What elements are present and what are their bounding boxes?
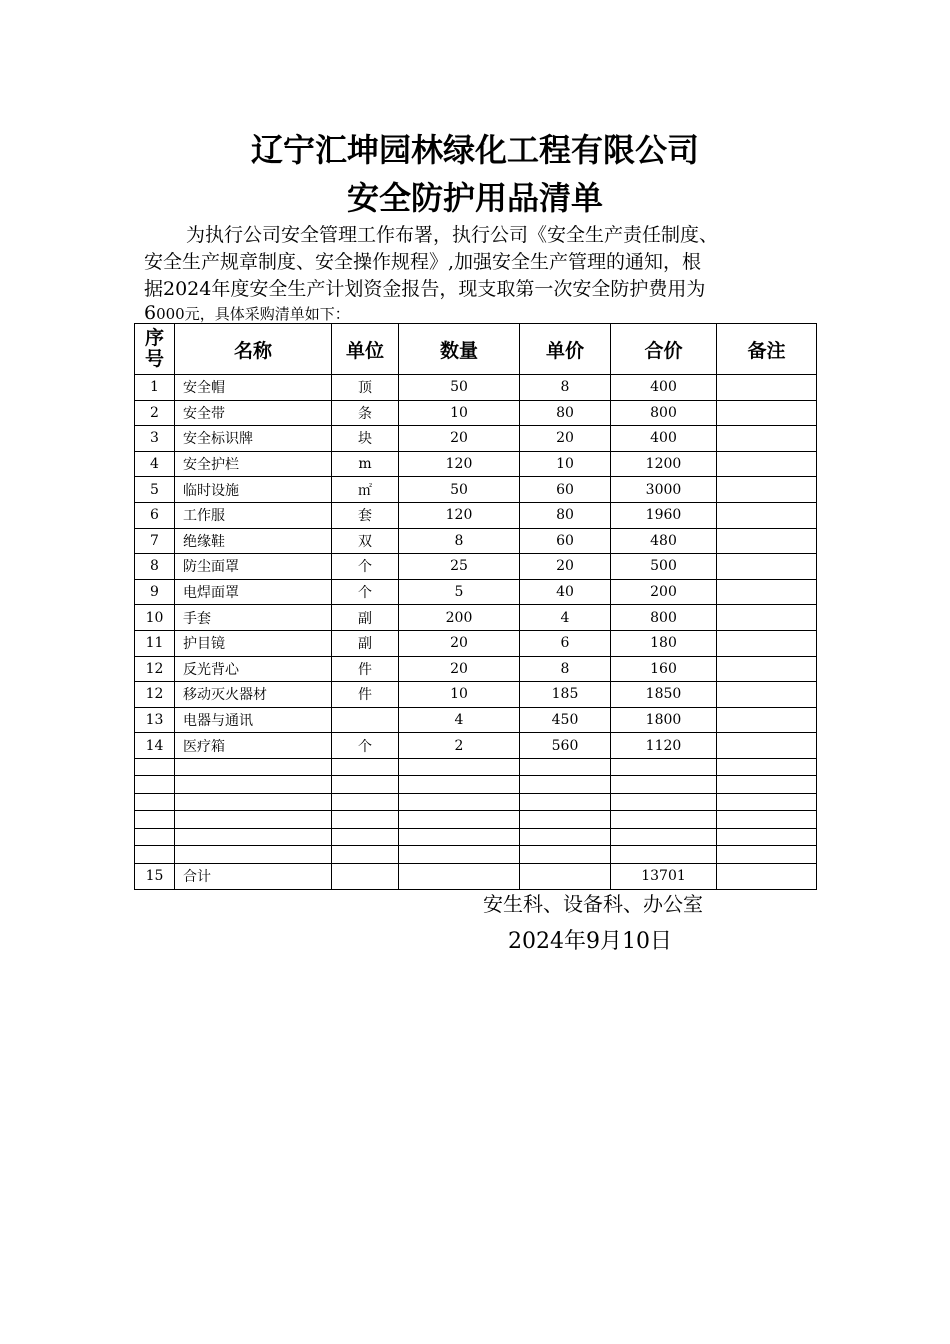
- cell-name: 工作服: [175, 502, 332, 528]
- cell-qty: 120: [399, 451, 520, 477]
- cell-unit: [332, 707, 399, 733]
- cell-seq: 10: [135, 605, 175, 631]
- cell-total: 1960: [611, 502, 717, 528]
- cell-note: [717, 375, 817, 401]
- header-seq-top: 序: [144, 327, 164, 349]
- blank-row: [135, 828, 817, 846]
- cell-total: 13701: [611, 863, 717, 889]
- header-seq: [135, 324, 175, 375]
- blank-cell: [717, 828, 817, 846]
- cell-name: 安全护栏: [175, 451, 332, 477]
- cell-seq: 3: [135, 426, 175, 452]
- cell-name: 反光背心: [175, 656, 332, 682]
- cell-qty: 50: [399, 477, 520, 503]
- blank-cell: [175, 793, 332, 811]
- blank-cell: [611, 828, 717, 846]
- cell-unit: m: [332, 451, 399, 477]
- blank-cell: [520, 828, 611, 846]
- cell-note: [717, 554, 817, 580]
- cell-seq: 6: [135, 502, 175, 528]
- blank-cell: [399, 793, 520, 811]
- blank-cell: [611, 793, 717, 811]
- header-note: 备注: [717, 324, 817, 375]
- blank-cell: [520, 776, 611, 794]
- cell-qty: 120: [399, 502, 520, 528]
- intro-line-4: [144, 303, 824, 324]
- cell-price: 20: [520, 554, 611, 580]
- blank-cell: [332, 846, 399, 864]
- cell-qty: 20: [399, 630, 520, 656]
- blank-cell: [717, 776, 817, 794]
- cell-seq: 15: [135, 863, 175, 889]
- cell-name: 合计: [175, 863, 332, 889]
- intro-line-1: 为执行公司安全管理工作布署，执行公司《安全生产责任制度、: [186, 224, 719, 246]
- table-row: [135, 682, 817, 708]
- cell-price: 10: [520, 451, 611, 477]
- cell-unit: 个: [332, 733, 399, 759]
- blank-cell: [332, 793, 399, 811]
- cell-name: 电器与通讯: [175, 707, 332, 733]
- blank-cell: [399, 828, 520, 846]
- cell-unit: 块: [332, 426, 399, 452]
- blank-cell: [135, 776, 175, 794]
- cell-total: 1200: [611, 451, 717, 477]
- cell-qty: 8: [399, 528, 520, 554]
- cell-name: 移动灭火器材: [175, 682, 332, 708]
- cell-note: [717, 630, 817, 656]
- cell-unit: ㎡: [332, 477, 399, 503]
- cell-total: 800: [611, 605, 717, 631]
- cell-note: [717, 863, 817, 889]
- cell-note: [717, 656, 817, 682]
- cell-qty: 10: [399, 682, 520, 708]
- cell-unit: 副: [332, 605, 399, 631]
- table-row: [135, 554, 817, 580]
- cell-total: 200: [611, 579, 717, 605]
- cell-total: 3000: [611, 477, 717, 503]
- cell-unit: 双: [332, 528, 399, 554]
- cell-qty: 4: [399, 707, 520, 733]
- cell-name: 防尘面罩: [175, 554, 332, 580]
- intro-line-4-rest: 000元，具体采购清单如下：: [156, 305, 350, 323]
- table-row: [135, 707, 817, 733]
- blank-row: [135, 758, 817, 776]
- cell-unit: 顶: [332, 375, 399, 401]
- cell-name: 医疗箱: [175, 733, 332, 759]
- cell-note: [717, 426, 817, 452]
- blank-cell: [175, 846, 332, 864]
- table-row: [135, 502, 817, 528]
- table-body: [135, 375, 817, 890]
- cell-name: 绝缘鞋: [175, 528, 332, 554]
- intro-line-3: 据2024年度安全生产计划资金报告，现支取第一次安全防护费用为: [144, 278, 706, 300]
- header-name: 名称: [175, 324, 332, 375]
- cell-total: 1800: [611, 707, 717, 733]
- cell-note: [717, 733, 817, 759]
- cell-note: [717, 579, 817, 605]
- header-price: 单价: [520, 324, 611, 375]
- blank-cell: [175, 776, 332, 794]
- blank-row: [135, 776, 817, 794]
- header-total: 合价: [611, 324, 717, 375]
- cell-price: 6: [520, 630, 611, 656]
- intro-line-4-lead: 6: [144, 302, 157, 324]
- cell-total: 1120: [611, 733, 717, 759]
- cell-price: 450: [520, 707, 611, 733]
- cell-qty: 200: [399, 605, 520, 631]
- cell-total: 400: [611, 375, 717, 401]
- blank-cell: [611, 846, 717, 864]
- cell-note: [717, 451, 817, 477]
- cell-name: 护目镜: [175, 630, 332, 656]
- cell-seq: 1: [135, 375, 175, 401]
- blank-cell: [175, 758, 332, 776]
- cell-qty: 20: [399, 656, 520, 682]
- cell-qty: 20: [399, 426, 520, 452]
- cell-name: 安全标识牌: [175, 426, 332, 452]
- cell-total: 800: [611, 400, 717, 426]
- cell-seq: 14: [135, 733, 175, 759]
- cell-seq: 11: [135, 630, 175, 656]
- cell-name: 安全带: [175, 400, 332, 426]
- cell-seq: 12: [135, 682, 175, 708]
- cell-seq: 9: [135, 579, 175, 605]
- cell-price: 60: [520, 528, 611, 554]
- table-row: [135, 579, 817, 605]
- cell-seq: 2: [135, 400, 175, 426]
- blank-cell: [332, 776, 399, 794]
- blank-cell: [520, 846, 611, 864]
- blank-cell: [399, 846, 520, 864]
- blank-cell: [135, 758, 175, 776]
- departments-signature: 安生科、设备科、办公室: [483, 892, 703, 916]
- document-date: 2024年9月10日: [508, 929, 672, 954]
- cell-unit: 件: [332, 656, 399, 682]
- cell-unit: 个: [332, 579, 399, 605]
- cell-price: 8: [520, 375, 611, 401]
- cell-unit: [332, 863, 399, 889]
- cell-total: 400: [611, 426, 717, 452]
- header-unit: 单位: [332, 324, 399, 375]
- cell-note: [717, 477, 817, 503]
- header-qty: 数量: [399, 324, 520, 375]
- cell-price: 40: [520, 579, 611, 605]
- blank-cell: [611, 758, 717, 776]
- blank-row: [135, 793, 817, 811]
- cell-total: 1850: [611, 682, 717, 708]
- cell-qty: [399, 863, 520, 889]
- blank-cell: [135, 846, 175, 864]
- blank-cell: [175, 811, 332, 829]
- cell-price: 20: [520, 426, 611, 452]
- table-row: [135, 400, 817, 426]
- cell-seq: 5: [135, 477, 175, 503]
- cell-seq: 8: [135, 554, 175, 580]
- blank-cell: [717, 793, 817, 811]
- blank-cell: [520, 793, 611, 811]
- cell-note: [717, 682, 817, 708]
- blank-cell: [332, 811, 399, 829]
- cell-total: 480: [611, 528, 717, 554]
- cell-qty: 5: [399, 579, 520, 605]
- table-header-row: [135, 324, 817, 375]
- cell-price: 185: [520, 682, 611, 708]
- cell-price: 8: [520, 656, 611, 682]
- blank-cell: [399, 758, 520, 776]
- blank-cell: [135, 828, 175, 846]
- cell-name: 电焊面罩: [175, 579, 332, 605]
- blank-cell: [611, 776, 717, 794]
- table-row: [135, 656, 817, 682]
- company-title: 辽宁汇坤园林绿化工程有限公司: [250, 131, 699, 169]
- blank-cell: [175, 828, 332, 846]
- blank-cell: [332, 758, 399, 776]
- cell-name: 安全帽: [175, 375, 332, 401]
- cell-note: [717, 605, 817, 631]
- cell-qty: 25: [399, 554, 520, 580]
- blank-cell: [135, 811, 175, 829]
- intro-line-2: 安全生产规章制度、安全操作规程》,加强安全生产管理的通知，根: [144, 251, 702, 273]
- cell-qty: 2: [399, 733, 520, 759]
- cell-price: 560: [520, 733, 611, 759]
- cell-note: [717, 400, 817, 426]
- cell-price: 80: [520, 502, 611, 528]
- blank-cell: [520, 811, 611, 829]
- table-row: [135, 375, 817, 401]
- cell-price: 4: [520, 605, 611, 631]
- blank-cell: [611, 811, 717, 829]
- cell-name: 临时设施: [175, 477, 332, 503]
- blank-cell: [399, 811, 520, 829]
- cell-price: 60: [520, 477, 611, 503]
- blank-cell: [332, 828, 399, 846]
- cell-unit: 件: [332, 682, 399, 708]
- cell-total: 160: [611, 656, 717, 682]
- table-row: [135, 605, 817, 631]
- table-row: [135, 528, 817, 554]
- cell-qty: 10: [399, 400, 520, 426]
- total-row: [135, 863, 817, 889]
- cell-note: [717, 502, 817, 528]
- cell-note: [717, 707, 817, 733]
- table-row: [135, 426, 817, 452]
- cell-unit: 套: [332, 502, 399, 528]
- purchase-table: [134, 323, 817, 890]
- blank-cell: [717, 758, 817, 776]
- cell-unit: 个: [332, 554, 399, 580]
- table-row: [135, 451, 817, 477]
- intro-paragraph: [144, 222, 824, 324]
- blank-cell: [717, 846, 817, 864]
- cell-total: 500: [611, 554, 717, 580]
- table-row: [135, 733, 817, 759]
- cell-qty: 50: [399, 375, 520, 401]
- table-row: [135, 630, 817, 656]
- blank-cell: [520, 758, 611, 776]
- cell-seq: 12: [135, 656, 175, 682]
- blank-row: [135, 846, 817, 864]
- cell-price: 80: [520, 400, 611, 426]
- blank-cell: [717, 811, 817, 829]
- cell-note: [717, 528, 817, 554]
- cell-name: 手套: [175, 605, 332, 631]
- blank-cell: [399, 776, 520, 794]
- list-title: 安全防护用品清单: [346, 179, 603, 217]
- header-seq-bottom: 号: [144, 348, 164, 370]
- cell-seq: 7: [135, 528, 175, 554]
- cell-seq: 4: [135, 451, 175, 477]
- cell-seq: 13: [135, 707, 175, 733]
- cell-unit: 副: [332, 630, 399, 656]
- blank-cell: [135, 793, 175, 811]
- cell-unit: 条: [332, 400, 399, 426]
- cell-price: [520, 863, 611, 889]
- cell-total: 180: [611, 630, 717, 656]
- blank-row: [135, 811, 817, 829]
- table-row: [135, 477, 817, 503]
